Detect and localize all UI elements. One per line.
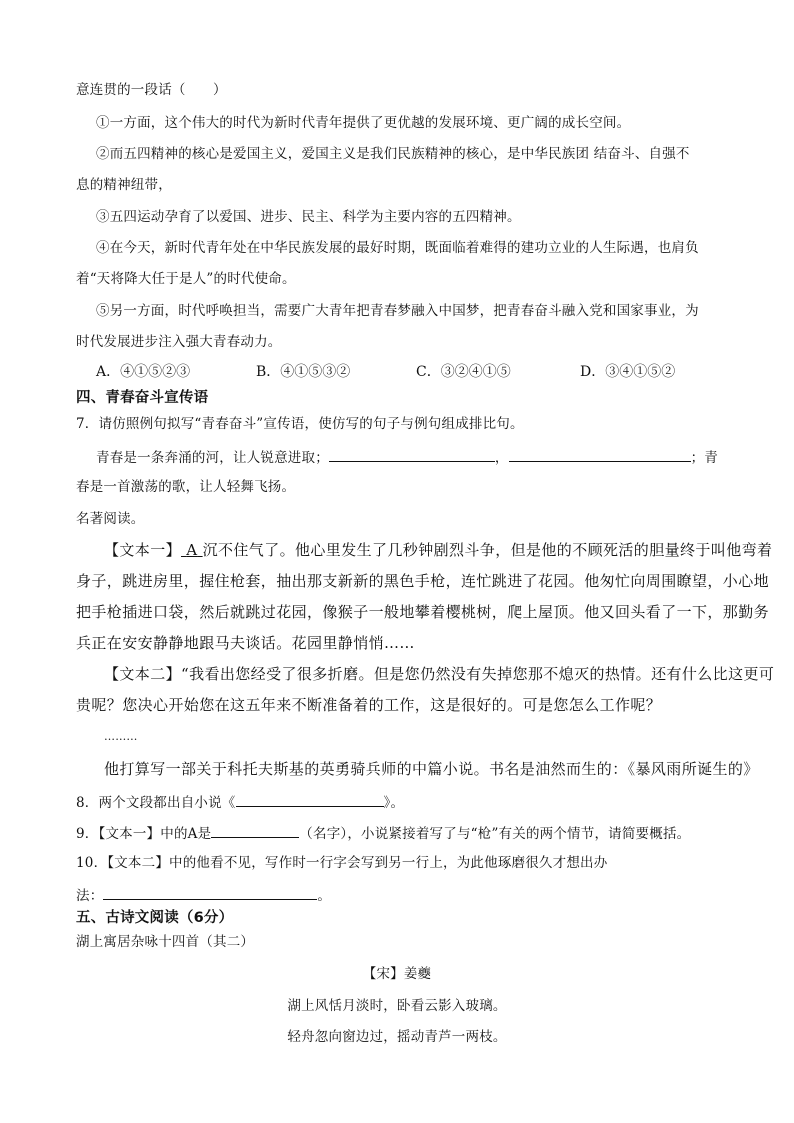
question-7-example-line-2: 春是一首激荡的歌，让人轻舞飞扬。 — [76, 479, 296, 495]
sentence-2-line-1: ②而五四精神的核心是爱国主义，爱国主义是我们民族精神的核心，是中华民族团 结奋斗、自强不 — [96, 146, 690, 162]
section-5-heading: 五、古诗文阅读（6分） — [76, 910, 234, 926]
sentence-4-line-2: 着“天将降大任于是人”的时代使命。 — [76, 271, 296, 287]
answer-blank-2[interactable] — [509, 446, 691, 462]
text-1-line-2: 身子，跳进房里，握住枪套，抽出那支新新的黑色手枪，连忙跳进了花园。他匆忙向周围瞭望，小心地 — [76, 572, 770, 590]
question-9-end: （名字），小说紧接着写了与“枪”有关的两个情节，请简要概括。 — [299, 826, 691, 842]
question-10-line-2 — [76, 884, 331, 906]
book-title-blank[interactable] — [236, 791, 384, 807]
poem-title: 湖上寓居杂咏十四首（其二） — [76, 934, 255, 950]
option-a[interactable]: A．④①⑤②③ — [96, 364, 191, 380]
name-blank-a: A — [186, 541, 198, 559]
option-d[interactable]: D．③④①⑤② — [580, 364, 676, 380]
text-1-content: 沉不住气了。他心里发生了几秒钟剧烈斗争，但是他的不顾死活的胆量终于叫他弯着 — [202, 541, 773, 559]
text-2-line-2: 贵呢？您决心开始您在这五年来不断准备着的工作，这是很好的。可是您怎么工作呢？ — [76, 696, 662, 714]
sentence-3: ③五四运动孕育了以爱国、进步、民主、科学为主要内容的五四精神。 — [96, 209, 521, 225]
question-8-text: 8．两个文段都出自小说《 — [76, 795, 236, 811]
sentence-2-line-2: 息的精神纽带， — [76, 177, 172, 193]
sentence-5-line-1: ⑤另一方面，时代呼唤担当，需要广大青年把青春梦融入中国梦，把青春奋斗融入党和国家事业，为 — [96, 303, 699, 319]
sentence-1: ①一方面，这个伟大的时代为新时代青年提供了更优越的发展环境、更广阔的成长空间。 — [96, 115, 631, 131]
name-blank[interactable] — [211, 822, 299, 838]
sentence-4-line-1: ④在今天，新时代青年处在中华民族发展的最好时期，既面临着难得的建功立业的人生际遇，也肩负 — [96, 240, 699, 256]
question-10-line-1: 10．【文本二】中的他看不见，写作时一行字会写到另一行上，为此他琢磨很久才想出办 — [76, 855, 608, 871]
section-4-heading: 四、青春奋斗宣传语 — [76, 390, 209, 406]
text-1-line-3: 把手枪插进口袋，然后就跳过花园，像猴子一般地攀着樱桃树，爬上屋顶。他又回头看了一下，那勤务 — [76, 603, 770, 621]
question-9 — [76, 822, 690, 844]
text-1-line-4: 兵正在安安静静地跟马夫谈话。花园里静悄悄…… — [76, 634, 415, 652]
example-text-a: 青春是一条奔涌的河，让人锐意进取； — [96, 450, 329, 466]
option-c[interactable]: C．③②④①⑤ — [416, 364, 511, 380]
comma: ， — [494, 450, 509, 466]
question-8-end: 》。 — [383, 795, 405, 811]
sentence-5-line-2: 时代发展进步注入强大青春动力。 — [76, 334, 282, 350]
poem-line-1: 湖上风恬月淡时，卧看云影入玻璃。 — [287, 998, 507, 1014]
text-2-line-1: 【文本二】“我看出您经受了很多折磨。但是您仍然没有失掉您那不熄灭的热情。还有什么比这更可 — [104, 665, 775, 683]
semicolon-text: ；青 — [690, 450, 719, 466]
text-1-label: 【文本一】 — [104, 541, 182, 559]
option-b[interactable]: B．④①⑤③② — [256, 364, 351, 380]
ellipsis: ……… — [104, 730, 138, 743]
question-7-example-line-1 — [96, 446, 718, 468]
question-10-end: 。 — [317, 888, 332, 904]
question-7: 7．请仿照例句拟写“青春奋斗”宣传语，使仿写的句子与例句组成排比句。 — [76, 416, 524, 432]
question-10-label: 法： — [76, 888, 104, 904]
question-8 — [76, 791, 404, 813]
question-9-text: 9．【文本一】中的A是 — [76, 826, 212, 842]
reading-title: 名著阅读。 — [76, 511, 145, 527]
question-6-lead: 意连贯的一段话（ ） — [76, 82, 227, 98]
text-1-line-1 — [104, 540, 772, 560]
text-2-line-3: 他打算写一部关于科托夫斯基的英勇骑兵师的中篇小说。书名是油然而生的：《暴风雨所诞生的》 — [104, 760, 759, 778]
answer-blank-1[interactable] — [329, 446, 495, 462]
poem-line-2: 轻舟忽向窗边过，摇动青芦一两枝。 — [287, 1029, 507, 1045]
method-blank[interactable] — [103, 884, 317, 900]
poem-author: 【宋】姜夔 — [362, 966, 432, 982]
